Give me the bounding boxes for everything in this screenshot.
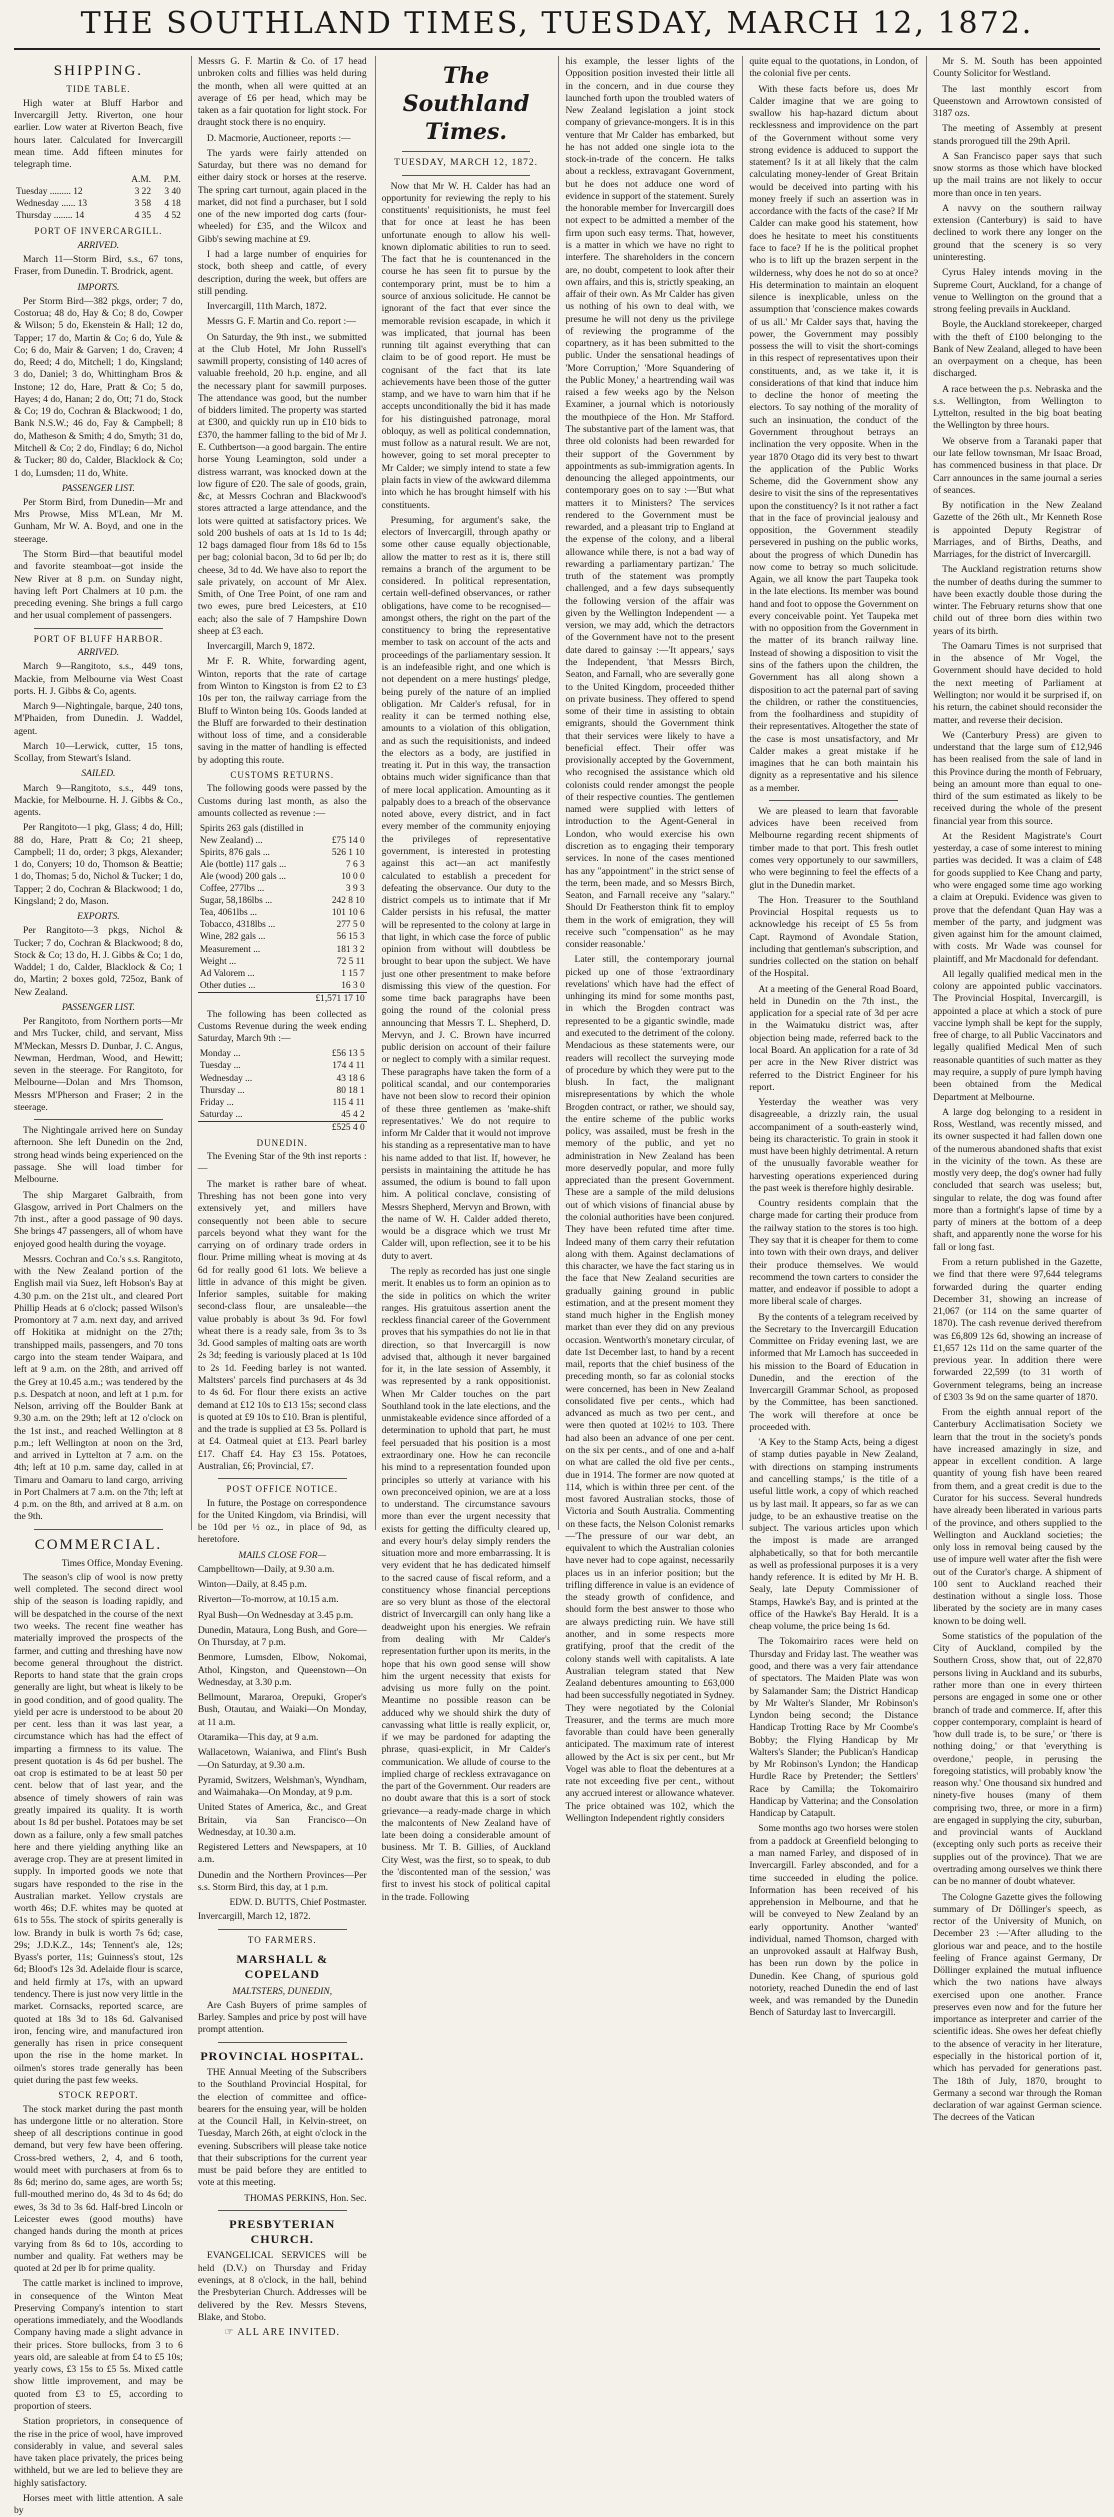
tide-cell: 4 18 <box>164 199 181 210</box>
table-cell: Ale (bottle) 117 gals ... <box>199 860 287 871</box>
tide-cell: 3 58 <box>134 199 151 210</box>
customs-returns-heading: CUSTOMS RETURNS. <box>230 769 335 780</box>
article-paragraph: quite equal to the quotations, in London, of the colonial five per cents. <box>749 56 919 80</box>
divider <box>769 800 898 801</box>
column-6 <box>926 56 1102 2124</box>
article-paragraph: Station proprietors, in consequence of the rise in the price of wool, have improved considerably in value, and several sales have taken place privately, the prices being withheld, but we are led to believe they are highly satisfactory. <box>14 2416 183 2489</box>
column-1 <box>14 56 183 2517</box>
arrived-subheading: ARRIVED. <box>77 240 120 251</box>
passengers-subheading: PASSENGER LIST. <box>61 1002 135 1013</box>
mail-line: Bellmount, Mararoa, Orepuki, Groper's Bush, Otautau, and Waiaki—On Monday, at 11 a.m. <box>197 1692 367 1728</box>
article-paragraph: We (Canterbury Press) are given to understand that the large sum of £12,946 has been realised from the sale of land in this Province during the month of February, being an amount more than equal to one-third of the sum estimated as likely to be received during the whole of the present financial year from this source. <box>933 729 1102 827</box>
table-cell: Other duties ... <box>199 980 256 991</box>
article-paragraph: The meeting of Assembly at present stands prorogued till the 29th April. <box>933 123 1102 147</box>
article-paragraph: Now that Mr W. H. Calder has had an opportunity for reviewing the reply to his constituents' requisitionists, he must feel that for once at least he has been unfortunate enough to allow his well-known diplomatic abilities to run to seed. The fact that he is countenanced in the course he has seen fit to pursue by the contemporary print, must be to him a source of anxious solicitude. He cannot be ignorant of the fact that ever since the memorable revision escapade, in which it was implicated, that journal has been running tilt against everything that can claim to be of good report. He must be cognisant of the fact that its late achievements have been those of the gutter stamp, and we have to warn him that if he accepts unconditionally the bid it has made for his distinguished patronage, moral obloquy, as well as political condemnation, must follow as a natural result. We are not, however, going to set moral precepter to Mr Calder; we simply intend to state a few plain facts in view of the awkward dilemma into which he has brought himself with his constituents. <box>381 180 551 511</box>
article-paragraph: Boyle, the Auckland storekeeper, charged with the theft of £100 belonging to the Bank of New Zealand, alleged to have been an overpayment on a cheque, has been discharged. <box>933 319 1102 380</box>
table-cell: 7 6 3 <box>345 860 365 871</box>
masthead: THE SOUTHLAND TIMES, TUESDAY, MARCH 12, 1872. <box>80 6 1034 41</box>
table-row <box>198 907 367 919</box>
table-cell <box>198 992 311 1005</box>
table-row <box>198 823 367 835</box>
article-paragraph: Invercargill, 11th March, 1872. <box>206 301 327 313</box>
table-cell: £75 14 0 <box>331 836 365 847</box>
table-row <box>198 847 367 859</box>
article-paragraph: The season's clip of wool is now pretty well completed. The second direct wool ship of the season is loading rapidly, and will be despatched in the course of the next two weeks. The recent fine weather has materially improved the prospects of the farmer, and cutting and threshing have now become general throughout the district. Reports to hand state that the grain crops generally are light, but wheat is likely to be in good condition, and of good quality. The yield per acre is understood to be about 20 per cent. less than it was last year, a circumstance which has had the effect of imparting a firmness to its value. The present quotation is 4s 6d per bushel. The oat crop is estimated to be at least 50 per cent. below that of last year, and the absence of timely showers of rain was greatly impaired its quality. It is worth about 1s 8d per bushel. Potatoes may be set down as a failure, only a few small patches here and there yielding anything like an average crop. They are at present limited in supply. In imported goods we note that sugars have responded to the rise in the Australian market. Yellow crystals are worth 46s; D.F. whites may be quoted at 61s to 55s. The stock of spirits generally is low. Brandy in bulk is worth 7s 6d; case, 29s; J.D.K.Z., 14s; Tennent's ale, 12s; Byass's porter, 11s; Guinness's stout, 12s 6d; Blood's 12s 3d. Adelaide flour is scarce, and held firmly at 17s, with an upward tendency. There is just now very little in the market. Cornsacks, reported scarce, are quoted at 18s 3d to 18s 6d. Galvanised iron, fencing wire, and manufactured iron generally has risen in price consequent upon the rise in the home market. In oilmen's stores trade generally has been quiet during the past few weeks. <box>14 1571 183 2086</box>
table-cell <box>311 823 367 835</box>
article-paragraph: At a meeting of the General Road Board, held in Dunedin on the 7th inst., the application for a special rate of 3d per acre in the Waimatuku district was, after objection being made, referred back to the local Board. An application for a rate of 3d per acre in the New River district was referred to the District Engineer for his report. <box>749 983 919 1093</box>
article-paragraph: March 11—Storm Bird, s.s., 67 tons, Fraser, from Dunedin. T. Brodrick, agent. <box>14 254 183 278</box>
tide-intro: High water at Bluff Harbor and Invercargill Jetty. Riverton, one hour earlier. Low water at Riverton Beach, five hours later. Calculated for Invercargill mean time. Add fifteen minutes for telegraph time. <box>14 97 183 171</box>
article-paragraph: The Nightingale arrived here on Sunday afternoon. She left Dunedin on the 2nd, strong head winds being experienced on the passage. She will load timber for Melbourne. <box>14 1125 183 1186</box>
article-paragraph: Per Rangitoto—1 pkg, Glass; 4 do, Hill; 88 do, Hare, Pratt & Co; 21 sheep, Campbell; 11 do, order; 3 pkgs, Alexander; 1 do, Conyers; 10 do, Thomson & Beattie; 1 do, Thomas; 5 do, Nichol & Tucker; 1 do, Tapper; 2 do, Cochran & Blackwood; 1 do, Kingsland; 2 do, Mason. <box>14 822 183 907</box>
table-cell <box>198 1121 300 1134</box>
column-5 <box>742 56 919 2019</box>
hospital-signature: THOMAS PERKINS, Hon. Sec. <box>244 2193 367 2204</box>
postmaster-signature: EDW. D. BUTTS, Chief Postmaster. <box>229 1898 367 1909</box>
mail-line: Campbelltown—Daily, at 9.30 a.m. <box>197 1563 335 1575</box>
post-office-heading: POST OFFICE NOTICE. <box>226 1484 339 1495</box>
table-row <box>198 883 367 895</box>
article-paragraph: By notification in the New Zealand Gazette of the 26th ult., Mr Kenneth Rose is appointed Deputy Registrar of Marriages, and of Births, Deaths, and Marriages, for the district of Invercargill. <box>933 500 1102 561</box>
article-paragraph: March 10—Lerwick, cutter, 15 tons, Scollay, from Stewart's Island. <box>14 740 183 765</box>
article-paragraph: 'A Key to the Stamp Acts, being a digest of stamp duties payable in New Zealand, with directions on stamping instruments and cancelling stamps,' is the title of a useful little work, a copy of which reached us by last mail. It appears, so far as we can judge, to be an exhaustive treatise on the subject. The various articles upon which the impost is made are arranged alphabetically, so that for both mercantile as well as professional purposes it is a very handy reference. It is edited by Mr H. B. Sealy, late Deputy Commissioner of Stamps, Hawke's Bay, and is printed at the office of the Hawke's Bay Herald. It is a cheap volume, the price being 1s 6d. <box>749 1437 919 1633</box>
article-paragraph: A navvy on the southern railway extension (Canterbury) is said to have declined to work there any longer on the ground that the scenery is so very uninteresting. <box>933 202 1102 263</box>
table-row <box>198 980 367 993</box>
table-row <box>198 1048 367 1060</box>
article-paragraph: Per Rangitoto—3 pkgs, Nichol & Tucker; 7 do, Cochran & Blackwood; 8 do, Stock & Co; 13 do, H. J. Gibbs & Co; 1 do, Waddel; 1 do, Calder, Blacklock & Co; 1 do, Martin; 2 boxes gold, 725oz, Bank of New Zealand. <box>14 925 183 998</box>
article-paragraph: Per Storm Bird—382 pkgs, order; 7 do, Costorua; 48 do, Hay & Co; 8 do, Cowper & Wilson; 5 do, Ekenstein & Hall; 12 do, Tapper; 17 do, Martin & Co; 6 do, Yule & Co; 6 do, Mair & Garven; 1 do, Craven; 4 do, Reed; 4 do, Mitchell; 1 do, Kingsland; 3 do, Daniel; 3 do, Whittingham Bros & Instone; 12 do, Hare, Pratt & Co; 5 do, Hayes; 4 do, Hanan; 2 do, Ott; 71 do, Stock & Co; 19 do, Cochran & Blackwood; 1 do, Bank N.S.W.; 46 do, Fay & Campbell; 8 do, Matheson & Smith; 4 do, Smyth; 31 do, Mitchell & Co; 2 do, Findlay; 6 do, Nichol & Tucker; 80 do, Calder, Blacklock & Co; 1 do, Lumsden; 11 do, White. <box>14 295 183 479</box>
article-paragraph: The Oamaru Times is not surprised that in the absence of Mr Vogel, the Government should have decided to hold the next meeting of Parliament at Wellington; nor would it be surprised if, on his return, the cabinet should reconsider the matter, and reverse their decision. <box>933 640 1102 726</box>
table-cell: 56 15 3 <box>336 932 365 943</box>
table-row <box>198 1085 367 1097</box>
table-cell: 277 5 0 <box>336 920 365 931</box>
maltsters-line: MALTSTERS, DUNEDIN, <box>232 1986 333 1997</box>
columns <box>14 56 1102 2517</box>
article-paragraph: March 9—Rangitoto, s.s., 449 tons, Mackie, for Melbourne. H. J. Gibbs & Co., agents. <box>14 782 183 819</box>
firm-name: MARSHALL & COPELAND <box>236 1952 329 1982</box>
tide-row <box>14 186 183 198</box>
table-cell: Measurement ... <box>199 944 261 955</box>
table-total-row <box>198 1121 367 1134</box>
article-paragraph: The last monthly escort from Queenstown and Arrowtown consisted of 3187 ozs. <box>933 83 1102 120</box>
table-row <box>198 895 367 907</box>
table-cell: Ad Valorem ... <box>199 968 255 979</box>
tide-cell: 4 35 <box>134 211 151 222</box>
divider <box>218 2042 347 2043</box>
mail-line: Otaramika—This day, at 9 a.m. <box>197 1732 319 1744</box>
mail-line: Registered Letters and Newspapers, at 10 a.m. <box>197 1842 367 1866</box>
article-paragraph: Horses meet with little attention. A sale by <box>14 2492 183 2517</box>
table-cell: £56 13 5 <box>331 1049 365 1060</box>
article-paragraph: With these facts before us, does Mr Calder imagine that we are going to swallow his hap-hazard dictum about recklessness and improvidence on the part of the Government without some very strong evidence is adduced to support the statement? Is it at all likely that the calm calculating money-lender of Great Britain would be deceived into parting with his money freely if such an assertion was in accordance with the facts of the case? If Mr Calder can make good his statement, how does he hesitate to meet his constituents face to face? If he is the political prophet who is to lift up the brazen serpent in the wilderness, why does he not do so at once? His determination to maintain an eloquent silence is inexplicable, unless on the assumption that 'conscience makes cowards of us all.' Mr Calder says that, having the power, the Government may possibly possess the will to visit the short-comings in this respect of representatives upon their constituents, and, as we take it, it is considerations of that kind that induce him to decline the honor of meeting the electors. To say nothing of the morality of such an insinuation, the conduct of the Government throughout betrays an inclination the very opposite. When in the year 1870 Otago did its very best to thwart the application of the Public Works Scheme, did the Government show any desire to visit the sins of the representatives upon the constituency? Is it not rather a fact that in the face of provincial jealousy and opposition, the Government steadily persevered in pushing on the public works, about the progress of which Dunedin has now come to betray so much solicitude. Again, we all know the part Taupeka took in the late elections. Its member was bound hand and foot to oppose the Government on every conceivable point. Yet Taupeka met with no opposition from the Government in the matter of its branch railway line. Instead of showing a disposition to visit the sins of the fathers upon the children, the Government has all along shown a disposition to act the paternal part of saving the children, or rather the constituencies, from the foolhardiness and stupidity of their representatives. Altogether the state of the case is most unsatisfactory, and Mr Calder makes a great mistake if he imagines that he can both maintain his dignity as a representative and his silence as a member. <box>749 83 919 794</box>
table-row <box>198 956 367 968</box>
table-cell: Weight ... <box>199 956 237 967</box>
article-paragraph: The ship Margaret Galbraith, from Glasgow, arrived in Port Chalmers on the 7th inst., after a good passage of 90 days. She brings 47 passengers, all of whom have enjoyed good health during the voyage. <box>14 1189 183 1250</box>
article-paragraph: Later still, the contemporary journal picked up one of those 'extraordinary revelations' which have had the effect of unhinging its mind for some months past, in which the Brogden contract was represented to be a gigantic swindle, made and executed to the detriment of the colony. Mendacious as these statements were, our readers will recollect the surveying mode of procedure by which they were put to the blush. In fact, the malignant misrepresentations by which the whole Brogden contract, or rather, we should say, the entire scheme of the public works policy, was assailed, must be fresh in the memory of the public, and yet no administration in New Zealand has been more deservedly popular, and more fully appreciated than the present Government. These are a sample of the mild delusions out of which visions of financial abuse by the colonial authorities have been conjured. They have been refuted time after time. Indeed many of them carry their refutation along with them. Against declamations of this character, we have the fact staring us in the face that New Zealand securities are gradually gaining ground in public estimation, and at the present moment they stand much higher in the English money market than ever they did on any previous occasion. Wentworth's monetary circular, of date 1st December last, to hand by a recent mail, reports that the chief business of the preceding month, so far as colonial stocks were concerned, has been in New Zealand consolidated five per cents., which had advanced as much as two per cent., and were then quoted at 102½ to 103. There had also been an advance of one per cent. on the six per cents., and of one and a-half on what are called the old five per cents., due in 1914. The former are now quoted at 114, which is within three per cent. of the most favored Australian stocks, those of Victoria and South Australia. Commenting on these facts, the Nelson Colonist remarks—'The pressure of our war debt, an equivalent to which the Australian colonies have never had to cope against, necessarily places us in an inferior position; but the trifling difference in value is an evidence of the steady growth of confidence, and should form the best answer to those who are always predicting ruin. We have still another, and in some respects more gratifying, proof that the credit of the colony stands well with capitalists. A late Australian telegram stated that New Zealand debentures amounting to £63,000 had been successfully negotiated in Sydney. They were negotiated by the Colonial Treasurer, and the terms are much more favorable than could have been generally anticipated. The maximum rate of interest allowed by the Act is six per cent., but Mr Vogel was able to float the debentures at a rate not exceeding five per cent., without any accrued interest or allowance whatever. The price obtained was 102, which the Wellington Independent rightly considers <box>565 954 735 1824</box>
table-cell: Coffee, 277lbs ... <box>199 884 265 895</box>
column-3 <box>375 56 551 1903</box>
table-cell: 101 10 6 <box>331 908 365 919</box>
dunedin-heading: DUNEDIN. <box>256 1137 308 1148</box>
table-cell: 242 8 10 <box>331 896 365 907</box>
table-cell: Thursday ... <box>199 1085 245 1096</box>
mail-line: Dunedin and the Northern Provinces—Per s.s. Storm Bird, this day, at 1 p.m. <box>197 1869 367 1893</box>
article-paragraph: THE Annual Meeting of the Subscribers to the Southland Provincial Hospital, for the election of committee and office-bearers for the ensuing year, will be holden at the Council Hall, in Kelvin-street, on Tuesday, March 26th, at eight o'clock in the evening. Subscribers will please take notice that their subscriptions for the current year must be paid before they are entitled to vote at this meeting. <box>197 2067 367 2189</box>
article-paragraph: Some statistics of the population of the City of Auckland, compiled by the Southern Cross, show that, out of 22,870 persons living in Auckland and its suburbs, rather more than one in every thirteen persons are engaged in some one or other branch of trade and commerce. If, after this copper contemporary, complaint is heard of 'how dull trade is, to be sure,' or 'there is nothing doing,' or that 'everything is overdone,' people, in perusing the foregoing statistics, will probably know 'the reason why.' One thousand six hundred and ninety-five houses (many of them comprising two, three, or more in a firm) are engaged in supplying the city, suburban, and provincial wants of Auckland (excepting only such ports as receive their supplies out of the province). That we are overtrading among ourselves we think there can be no manner of doubt whatever. <box>933 1630 1102 1888</box>
tide-header-cell: P.M. <box>163 175 181 186</box>
article-paragraph: Messrs G. F. Martin & Co. of 17 head unbroken colts and fillies was held during the month, when all were quitted at an average of £6 per head, which may be taken as a fair quotation for light stock. For draught stock there is no enquiry. <box>197 56 367 129</box>
article-paragraph: The Tokomairiro races were held on Thursday and Friday last. The weather was good, and there was a very fair attendance of spectators. The Maiden Plate was won by Salamander Sam; the District Handicap by Mr Walter's Slander, Mr Robinson's Lyndon being second; the Distance Handicap Trotting Race by Mr Coombe's Bobby; the Flying Handicap by Mr Walters's Slander; the Publican's Handicap by Mr Robinson's Lyndon; the Handicap Hurdle Race by Pretender; the Settlers' Race by Camilla; the Tokomairiro Handicap by Vatterina; and the Consolation Handicap by Catapult. <box>749 1636 919 1820</box>
divider <box>34 1119 163 1120</box>
table-row <box>198 944 367 956</box>
article-paragraph: The Evening Star of the 9th inst reports :— <box>197 1151 367 1175</box>
port-invercargill-heading: PORT OF INVERCARGILL. <box>34 226 163 237</box>
article-paragraph: The Storm Bird—that beautiful model and favorite steamboat—got inside the New River at 8 p.m. on Sunday night, having left Port Chalmers at 10 p.m. the preceding evening. She brings a full cargo and her usual complement of passengers. <box>14 548 183 622</box>
table-cell: Sugar, 58,186lbs ... <box>199 896 273 907</box>
article-paragraph: March 9—Rangitoto, s.s., 449 tons, Mackie, from Melbourne via West Coast ports. H. J. Gibbs & Co, agents. <box>14 661 183 697</box>
divider <box>218 1478 347 1479</box>
mail-line: Benmore, Lumsden, Elbow, Nokomai, Athol, Kingston, and Queenstown—On Wednesday, at 3.30 p.m. <box>197 1652 367 1688</box>
article-paragraph: A race between the p.s. Nebraska and the s.s. Wellington, from Wellington to Lyttelton, resulted in the big boat beating the Wellington by three hours. <box>933 383 1102 432</box>
article-paragraph: On Saturday, the 9th inst., we submitted at the Club Hotel, Mr John Russell's sawmill property, consisting of 140 acres of valuable freehold, 20 h.p. engine, and all the necessary plant for sawmill purposes. The attendance was good, but the number of bidders limited. The property was started at £300, and quickly run up in £10 bids to £370, the hammer falling to the bid of Mr J. E. Cuthbertson—a good bargain. The entire horse Young Leamington, sold under a distress warrant, was knocked down at the low figure of £20. The sale of goods, grain, &c, at Messrs Cochran and Blackwood's stores attracted a large attendance, and the lots were quitted at satisfactory prices. We sold 200 bushels of oats at 1s 1d to 1s 4d; 12 bags damaged flour from 18s 6d to 15s per bag; colonial bacon, 3d to 6d per lb; do cheese, 3d to 4d. We have also to report the sale privately, on account of Mr Alex. Smith, of One Tree Point, of one ram and two ewes, pure bred Leicesters, at £10 each; also the sale of 7 Hampshire Down sheep at £3 each. <box>197 331 367 637</box>
tide-header-cell <box>14 174 120 186</box>
table-cell: Spirits, 876 gals ... <box>199 848 270 859</box>
table-row <box>198 931 367 943</box>
tide-cell: Wednesday ...... 13 <box>16 199 88 210</box>
tide-row <box>14 198 183 210</box>
table-cell: Tea, 4061lbs ... <box>199 908 257 919</box>
article-paragraph: D. Macmorie, Auctioneer, reports :— <box>206 132 351 144</box>
column-4 <box>558 56 735 1824</box>
imports-subheading: IMPORTS. <box>77 282 120 293</box>
table-row <box>198 859 367 871</box>
shipping-heading: SHIPPING. <box>53 63 144 79</box>
article-paragraph: By the contents of a telegram received by the Secretary to the Invercargill Education Committee on Friday evening last, we are informed that Mr Lamoch has succeeded in his mission to the Board of Education in Dunedin, and the erection of the Invercargill Grammar School, as proposed by the Committee, has been sanctioned. The work will therefore at once be proceeded with. <box>749 1311 919 1433</box>
article-paragraph: A San Francisco paper says that such snow storms as those which have blocked up the mail trains are not likely to occur more than once in ten years. <box>933 150 1102 199</box>
divider <box>218 2210 347 2211</box>
tide-cell: 3 22 <box>134 187 151 198</box>
table-total: £1,571 17 10 <box>311 992 367 1005</box>
table-cell: Tuesday ... <box>199 1061 241 1072</box>
passengers-subheading: PASSENGER LIST. <box>61 483 135 494</box>
table-cell: Wednesday ... <box>199 1073 253 1084</box>
article-paragraph: From the eighth annual report of the Canterbury Acclimatisation Society we learn that the trout in the society's ponds have increased amazingly in size, and appear in excellent condition. A large quantity of young fish have been reared from them, and a great credit is due to the Curator for his success. Several hundreds have already been liberated in various parts of the province, and others supplied to the Wellington and Auckland societies; the only loss in removal being caused by the use of impure well water after the fish were out of the Curator's charge. A shipment of 100 sent to Auckland reached their destination without a single loss. Those liberated by the society are in many cases known to be doing well. <box>933 1407 1102 1627</box>
exports-subheading: EXPORTS. <box>77 912 120 923</box>
mail-line: Riverton—To-morrow, at 10.15 a.m. <box>197 1594 339 1606</box>
table-cell: 3 9 3 <box>345 884 365 895</box>
article-paragraph: From a return published in the Gazette, we find that there were 97,644 telegrams forwarded during the quarter ending December 31, showing an increase of 21,067 (or 114 on the same quarter of 1870). The cash revenue derived therefrom was £6,809 12s 6d, showing an increase of £1,657 12s 11d on the same quarter of the previous year. In addition there were forwarded 22,599 (to 31 worth of Government telegrams, being an increase of £303 3s 9d on the same quarter of 1870. <box>933 1256 1102 1403</box>
table-cell: Wine, 282 gals ... <box>199 932 266 943</box>
tide-row <box>14 210 183 222</box>
article-paragraph: Presuming, for argument's sake, the electors of Invercargill, through apathy or some other cause equally objectionable, allow the matter to rest as it is, there still remains a branch of the argument to be considered. In political representation, certain well-defined observances, or rather obligations, have come to be recognised—amongst others, the right on the part of the constituency to bring the representative member to task on account of the acts and proceedings of the parliamentary session. It is an indefeasible right, and one which is not dependent on a mere hustings' pledge, being purely of the nature of an implied obligation. Mr Calder's refusal, for in reality it can be termed nothing else, amounts to a violation of this obligation, and as such the requisitionists, and indeed the electors as a body, are justified in treating it. Put in this way, the transaction obtains much wider significance than that of mere local application. Amounting as it palpably does to a breach of the observance noted above, every district, and in fact every member of the community enjoying the privileges of representative government, is interested in protesting against this act—an act manifestly calculated to establish a precedent for defeating the observance. Our duty to the district compels us to intimate that if Mr Calder persists in his refusal, the matter will be represented to the colony at large in that light, in which case the force of public opinion from without will doubtless be brought to bear upon the subject. We have just one other presentment to make before dismissing this view of the question. For some time back paragraphs have been going the round of the colonial press announcing that Messrs T. L. Shepherd, D. Mervyn, and J. C. Brown have incurred public derision on account of their failure or neglect to comply with a similar request. These paragraphs have taken the form of a political scandal, and our contemporaries have not been slow to record their opinion of these three gentlemen as 'make-shift representatives.' We do not require to inform Mr Calder that it would not improve his standing as a representative man to have his name added to that list. If, however, he persists in maintaining the attitude he has assumed, the odium is bound to fall upon him. A political conclave, consisting of Messrs Shepherd, Mervyn and Brown, with the name of W. H. Calder added thereto, would be a disgrace which we trust Mr Calder will, upon reflection, see it to be his duty to avert. <box>381 514 551 1262</box>
hospital-heading: PROVINCIAL HOSPITAL. <box>200 2048 365 2063</box>
table-cell: Spirits 263 gals (distilled in <box>199 824 304 835</box>
church-heading: PRESBYTERIAN CHURCH. <box>229 2216 336 2247</box>
port-bluff-heading: PORT OF BLUFF HARBOR. <box>33 633 164 644</box>
tide-header-cell: A.M. <box>131 175 151 186</box>
article-paragraph: Per Rangitoto, from Northern ports—Mr and Mrs Tucker, child, and servant, Miss M'Meckan, Messrs D. Dunbar, J. C. Angus, Newman, Herdman, Wood, and Hewitt; seven in the steerage. For Rangitoto, for Melbourne—Dolan and Mrs Thomson, Messrs M'Pherson and Fraser; 2 in the steerage. <box>14 1016 183 1113</box>
article-paragraph: Messrs G. F. Martin and Co. report :— <box>206 316 356 328</box>
table-cell: Friday ... <box>199 1097 234 1108</box>
article-paragraph: Mr F. R. White, forwarding agent, Winton, reports that the rate of cartage from Winton to Kingston is from £2 to £3 10s per ton, the railway carriage from the Bluff to Winton being 10s. Goods landed at the Bluff are forwarded to their destination without loss of time, and a considerable saving in the matter of handling is effected by adopting this route. <box>197 656 367 766</box>
article-paragraph: Some months ago two horses were stolen from a paddock at Greenfield belonging to a man named Farley, and disposed of in Invercargill. Farley absconded, and for a time succeeded in eluding the police. Information has been received of his apprehension in Melbourne, and that he will be conveyed to New Zealand by an early opportunity. Another 'wanted' individual, named Thomson, charged with an unprovoked assault at Halfway Bush, has been run down by the police in Dunedin. Kee Chang, of spurious gold notoriety, reached Dunedin the end of last week, and was remanded by the Dunedin Bench of Saturday last to Invercargill. <box>749 1823 919 2019</box>
mail-line: Ryal Bush—On Wednesday at 3.45 p.m. <box>197 1609 354 1621</box>
mail-line: United States of America, &c., and Great Britain, via San Francisco—On Wednesday, at 10.30 a.m. <box>197 1802 367 1838</box>
tide-cell: Tuesday ......... 12 <box>16 187 83 198</box>
article-paragraph: The Hon. Treasurer to the Southland Provincial Hospital requests us to acknowledge his receipt of £5 5s from Capt. Raymond of Avondale Station, including that gentleman's subscription, and sundries collected on the station on behalf of the Hospital. <box>749 894 919 980</box>
table-cell: 10 0 0 <box>341 872 365 883</box>
to-farmers-heading: TO FARMERS. <box>247 1934 317 1945</box>
post-date: Invercargill, March 12, 1872. <box>197 1911 311 1923</box>
table-cell: Monday ... <box>199 1049 241 1060</box>
article-paragraph: I had a large number of enquiries for stock, both sheep and cattle, of every description, during the week, but offers are still pending. <box>197 248 367 297</box>
all-invited-line: ☞ ALL ARE INVITED. <box>224 2327 340 2339</box>
article-paragraph: The following has been collected as Customs Revenue during the week ending Saturday, March 9th :— <box>197 1008 367 1045</box>
mail-line: Pyramid, Switzers, Welshman's, Wyndham, and Waimahaka—On Monday, at 9 p.m. <box>197 1774 367 1799</box>
article-paragraph: The reply as recorded has just one single merit. It enables us to form an opinion as to the side in politics on which the writer ranges. His gratuitous assertion anent the reckless financial career of the Government proves that his sympathies do not lie in that direction, so that Invercargill is now advised that, although it never bargained for it, in the late session of Assembly, it was represented by a rank oppositionist. When Mr Calder touches on the part Southland took in the late elections, and the unmistakeable evidence since afforded of a determination to uphold that part, he must feel persuaded that his position is a most extraordinary one. How he can reconcile his mind to a representation founded upon principles so utterly at variance with his own preconceived opinion, we are at a loss to understand. The circumstance savours more than ever the urgent necessity that exists for getting the difficulty cleared up, and every hour's delay simply renders the situation more and more embarrassing. It is very evident that he has dedicated himself to the sacred cause of fiscal reform, and a constituency whose financial perceptions are so very blunt as those of the electoral district of Invercargill can only hang like a deadweight upon his energies. We refrain from dealing with Mr Calder's representation further upon its merits, in the hope that his own good sense will show him the urgent necessity that exists for advising us more fully on the point. Meantime no possible reason can be adduced why we should shirk the duty of canvassing what little is really explicit, or, if we may be pardoned for adapting the phrase, quasi-explicit, in Mr Calder's communication. We allude of course to the implied charge of reckless extravagance on the part of the Government. Our readers are no doubt aware that this is a sort of stock grievance—a ready-made charge in which the malcontents of New Zealand have of late been doing a considerable amount of business. Mr T. B. Gillies, of Auckland City West, was the first, so to speak, to dub the 'discontented man of the session,' was first to invest his stock of political capital in the trade. Following <box>381 1266 551 1903</box>
table-cell: 45 4 2 <box>341 1109 365 1120</box>
weekly-revenue-table <box>198 1048 367 1133</box>
stock-report-heading: STOCK REPORT. <box>58 2090 139 2101</box>
table-cell: 181 3 2 <box>336 944 365 955</box>
table-row <box>198 1097 367 1109</box>
article-paragraph: The Cologne Gazette gives the following summary of Dr Döllinger's speech, as rector of the University of Munich, on December 23 :—'After alluding to the glorious war and peace, and to the hostile feeling of France against Germany, Dr Döllinger explained the mutual influence which the two nations have always exercised upon one another. France preserves even now and for the future her importance as interpreter and carrier of the scientific ideas. She owes her defeat chiefly to the absence of veracity in her literature, especially in the historical portion of it, which has pervaded for generations past. The 18th of July, 1870, brought to Germany a second war through the Roman declaration of war against German science. The decrees of the Vatican <box>933 1891 1102 2124</box>
article-paragraph: We are pleased to learn that favorable advices have been received from Melbourne regarding recent shipments of timber made to that port. This fresh outlet comes very opportunely to our sawmillers, who were beginning to feel the effects of a glut in the Dunedin market. <box>749 805 919 891</box>
table-row <box>198 919 367 931</box>
table-cell: 526 1 10 <box>331 848 365 859</box>
table-row <box>198 835 367 847</box>
tide-table-heading: TIDE TABLE. <box>66 84 131 95</box>
arrived-subheading: ARRIVED. <box>77 648 120 659</box>
table-cell: Tobacco, 4318lbs ... <box>199 920 276 931</box>
article-paragraph: Country residents complain that the charge made for carting their produce from the railway station to the stores is too high. They say that it is cheaper for them to come into town with their own drays, and deliver their produce themselves. We would recommend the town carters to consider the matter, and endeavor if possible to adopt a more liberal scale of charges. <box>749 1198 919 1308</box>
article-paragraph: The Auckland registration returns show the number of deaths during the summer to have been exactly double those during the winter. The February returns show that one child out of three born dies within two years of its birth. <box>933 564 1102 637</box>
mails-close-subheading: MAILS CLOSE FOR— <box>238 1550 327 1561</box>
article-paragraph: his example, the lesser lights of the Opposition position invested their little all in the concern, and in due course they launched forth upon the troubled waters of New Zealand legislation a joint stock company of grievance-mongers. It is in this venture that Mr Calder has embarked, but he has not added one single iota to the stock-in-trade of the concern. He talks about a reckless, extravagant Government, but he does not adduce one word of evidence in support of the statement. Surely the honorable member for Invercargill does not expect to be admitted a member of the firm upon such easy terms. That, however, is a matter in which we have no right to interfere. The shareholders in the concern are, no doubt, competent to look after their own affairs, and this is, strictly speaking, an affair of their own. As Mr Calder has given us nothing of his own to deal with, we presume he will not deny us the privilege of reviewing the programme of the copartnery, as it has been submitted to the public. Under the sensational headings of 'More Corruption,' 'More Squandering of the Public Money,' a heartrending wail was raised a few weeks ago by the Nelson Examiner, a journal which is notoriously the mouthpiece of the Hon. Mr Stafford. The substantive part of the lament was, that three old colonists had been rewarded for their support of the Government by appointments as sub-immigration agents. In denouncing the alleged appointments, our contemporary goes on to say :—'But what matters it to Ministers? The services rendered to the Government must be rewarded, and a pleasant trip to England at the expense of the colony, and a liberal allowance while there, is not a bad way of rewarding a parliamentary partizan.' The truth of the statement was promptly challenged, and a few days subsequently the following version of the affair was given by the Wellington Independent — a version, we may add, which the detractors of the Government have not to the present date dared to gainsay :—'It appears,' says the Independent, 'that Messrs Birch, Seaton, and Farnall, who are severally gone to the United Kingdom, proceeded thither on private business. They offered to spend some of their time in assisting to obtain emigrants, should the Government think that their services were likely to have a beneficial effect. Their offer was provisionally accepted by the Government, who recognised the assistance which old colonists could render amongst the people of their respective counties. The gentlemen named were supplied with letters of introduction to the Agent-General in London, who would exercise his own discretion as to engaging their temporary services. In none of the cases mentioned has any "appointment" in the strict sense of the term, been made, and so Messrs Birch, Seaton, and Farnall receive any "salary." Should Dr Featherston think fit to employ them in the work of emigration, they will receive such "compensation" as he may consider reasonable.' <box>565 56 735 951</box>
table-cell: Ale (wood) 200 gals ... <box>199 872 287 883</box>
article-paragraph: Per Storm Bird, from Dunedin—Mr and Mrs Prowse, Miss M'Lean, Mr M. Gunham, Mr W. A. Boyd, and one in the steerage. <box>14 496 183 545</box>
table-row <box>198 1109 367 1122</box>
article-paragraph: A large dog belonging to a resident in Ross, Westland, was recently missed, and its owner suspected it had fallen down one of the numerous abandoned shafts that exist in the vicinity of the town. As these are mostly very deep, the dog's owner had fully concluded that search was useless; but, singular to relate, the dog was found after more than a fortnight's lapse of time by a party of miners at the bottom of a deep shaft, and apparently none the worse for his fall or long fast. <box>933 1106 1102 1253</box>
mail-line: Wallacetown, Waianiwa, and Flint's Bush—On Saturday, at 9.30 a.m. <box>197 1747 367 1771</box>
masthead-rule <box>14 48 1100 50</box>
table-row <box>198 871 367 883</box>
table-cell: 174 4 11 <box>332 1061 365 1072</box>
article-paragraph: The following goods were passed by the Customs during last month, as also the amounts collected as revenue :— <box>197 783 367 819</box>
commercial-heading: COMMERCIAL. <box>34 1536 163 1553</box>
sailed-subheading: SAILED. <box>81 769 116 780</box>
tide-cell: Thursday ........ 14 <box>16 211 85 222</box>
article-paragraph: We observe from a Taranaki paper that our late fellow townsman, Mr Isaac Broad, has commenced business in that place. Dr Carr announces in the same journal a series of seances. <box>933 435 1102 496</box>
table-cell: New Zealand) ... <box>199 836 263 847</box>
times-office-dateline: Times Office, Monday Evening. <box>61 1558 183 1569</box>
table-cell: 1 15 7 <box>341 968 365 979</box>
article-paragraph: The stock market during the past month has undergone little or no alteration. Store sheep of all descriptions continue in good demand, but very few have been offering. Cross-bred wethers, 2, 4, and 6 tooth, would meet with purchasers at from 6s to 8s 6d; merino do, same ages, are worth 5s; full-mouthed merino do, 4s 3d to 4s 6d; do ewes, 3s 3d to 3s 6d. Half-bred Lincoln or Leicester ewes (good mouths) have changed hands during the month at prices varying from 8s 6d to 10s, according to number and quality. Fat wethers may be quoted at 2d per lb for prime quality. <box>14 2103 183 2275</box>
article-paragraph: Messrs. Cochran and Co.'s s.s. Rangitoto, with the New Zealand portion of the English mail via Suez, left Hobson's Bay at 4.30 p.m. on the 21st ult., and cleared Port Phillip Heads at 6 o'clock; passed Wilson's Promontory at 7 a.m. next day, and arrived off Hokitika at midnight on the 27th; transhipped mails, passengers, and 70 tons cargo into the steam tender Waipara, and left at 9 a.m. on the 28th, and arrived off the Grey at 10.45 a.m.; was tendered by the p.s. Despatch at noon, and left at 1 p.m. for Nelson, arriving off the Boulder Bank at 9.30 a.m. on the 29th; left at 12 o'clock on the 1st inst., and reached Wellington at 8 p.m.; left Wellington at noon on the 3rd, and arrived in Lyttelton at 7 a.m. on the 4th; left at 10 p.m. same day, called in at Timaru and Oamaru to land cargo, arriving in Port Chalmers at 7 a.m. on the 7th; left at 4 p.m. on the 8th, and arrived at 8 a.m. on the 9th. <box>14 1253 183 1523</box>
editorial-dateline: TUESDAY, MARCH 12, 1872. <box>394 158 538 169</box>
divider <box>34 628 163 629</box>
table-cell: 72 5 11 <box>336 956 365 967</box>
tide-table <box>14 174 183 222</box>
article-paragraph: Mr S. M. South has been appointed County Solicitor for Westland. <box>933 56 1102 80</box>
divider <box>34 1529 163 1530</box>
article-paragraph: EVANGELICAL SERVICES will be held (D.V.) on Thursday and Friday evenings, at 8 o'clock, in the hall, behind the Presbyterian Church. Addresses will be delivered by the Rev. Messrs Stevens, Blake, and Stobo. <box>197 2250 367 2323</box>
table-row <box>198 968 367 980</box>
mail-line: Winton—Daily, at 8.45 p.m. <box>197 1579 307 1591</box>
article-paragraph: Cyrus Haley intends moving in the Supreme Court, Auckland, for a change of venue to Wellington on the ground that a strong feeling prevails in Auckland. <box>933 267 1102 316</box>
article-paragraph: The market is rather bare of wheat. Threshing has not been gone into very extensively yet, and millers have consequently not been able to secure parcels beyond what they want for the carrying on of ordinary trade orders in flour. Prime milling wheat is moving at 4s 6d for really good 61 lots. We believe a little in advance of this might be given. Inferior samples, suitable for making second-class flour, are unsaleable—the value probably is about 3s 9d. For fowl wheat there is a ready sale, from 3s to 3s 3d. Good samples of malting oats are worth 2s 3d; feeding is variously placed at 1s 10d to 2s 1d. Feeding barley is not wanted. Maltsters' parcels find purchasers at 4s 3d to 4s 6d. For flour there exists an active demand at £12 10s to £13 15s; second class is quoted at £9 10s to £10. Bran is plentiful, and the trade is supplied at £3 5s. Pollard is at £4. Oatmeal quiet at £13. Pearl barley £17. Chaff £4. Hay £3 15s. Potatoes, Australian, £6; Provincial, £7. <box>197 1178 367 1472</box>
tide-header-row <box>14 174 183 186</box>
article-paragraph: The yards were fairly attended on Saturday, but there was no demand for either dairy stock or horses at the reserve. The spring cart turnout, again placed in the market, did not find a purchaser, but I sold one of the new imported dog carts (four-wheeled) for £35, and the Wilcox and Gibb's sewing machine at £9. <box>197 147 367 245</box>
customs-table <box>198 823 367 1004</box>
table-row <box>198 1060 367 1072</box>
divider <box>218 1929 347 1930</box>
table-row <box>198 1073 367 1085</box>
divider <box>402 175 531 176</box>
table-total: £525 4 0 <box>300 1121 367 1134</box>
article-paragraph: In future, the Postage on correspondence for the United Kingdom, via Brindisi, will be 10d per ½ oz., in place of 9d, as heretofore. <box>197 1497 367 1546</box>
tide-cell: 4 52 <box>164 211 181 222</box>
article-paragraph: March 9—Nightingale, barque, 240 tons, M'Phaiden, from Dunedin. J. Waddel, agent. <box>14 701 183 737</box>
table-cell: 43 18 6 <box>336 1073 365 1084</box>
article-paragraph: Invercargill, March 9, 1872. <box>206 641 315 653</box>
article-paragraph: Yesterday the weather was very disagreeable, a drizzly rain, the usual accompaniment of a south-easterly wind, being its characteristic. To grain in stook it must have been highly detrimental. A return of the unusually favorable weather for harvesting operations experienced during the past week is therefore highly desirable. <box>749 1097 919 1194</box>
article-paragraph: At the Resident Magistrate's Court yesterday, a case of some interest to mining parties was decided. It was a claim of £48 for goods supplied to Kee Chang and party, who were engaged some time ago working a claim at Orepuki. Evidence was given to prove that the defendant Quan Hay was a member of the party, and judgment was given against him for the amount claimed, with costs. Mr Wade was counsel for plaintiff, and Mr Macdonald for defendant. <box>933 830 1102 965</box>
article-paragraph: All legally qualified medical men in the colony are appointed public vaccinators. The Provincial Hospital, Invercargill, is appointed a place at which a stock of pure vaccine lymph shall be kept for the supply, free of charge, to all Public Vaccinators and legally qualified Medical Men of such reasonable quantities of such matter as they may require, a supply of pure lymph having been obtained from the Medical Department at Melbourne. <box>933 968 1102 1103</box>
table-cell: 16 3 0 <box>341 980 365 991</box>
column-2 <box>191 56 367 2339</box>
article-paragraph: Are Cash Buyers of prime samples of Barley. Samples and price by post will have prompt attention. <box>197 1999 367 2036</box>
table-cell: Saturday ... <box>199 1109 243 1120</box>
divider <box>402 151 531 152</box>
newspaper-title: The Southland Times. <box>402 63 530 146</box>
tide-cell: 3 40 <box>164 187 181 198</box>
table-cell: 80 18 1 <box>336 1085 365 1096</box>
article-paragraph: The cattle market is inclined to improve, in consequence of the Winton Meat Preserving Company's intention to start operations immediately, and the Woodlands Company having made a slight advance in their prices. Store bullocks, from 3 to 6 years old, are saleable at from £4 to £5 10s; yearly cows, £3 15s to £5 5s. Mixed cattle show little improvement, and may be quoted from £3 to £5, according to proportion of steers. <box>14 2278 183 2412</box>
table-cell: 115 4 11 <box>332 1097 365 1108</box>
table-total-row <box>198 992 367 1005</box>
mail-line: Dunedin, Mataura, Long Bush, and Gore—On Thursday, at 7 p.m. <box>197 1624 367 1649</box>
